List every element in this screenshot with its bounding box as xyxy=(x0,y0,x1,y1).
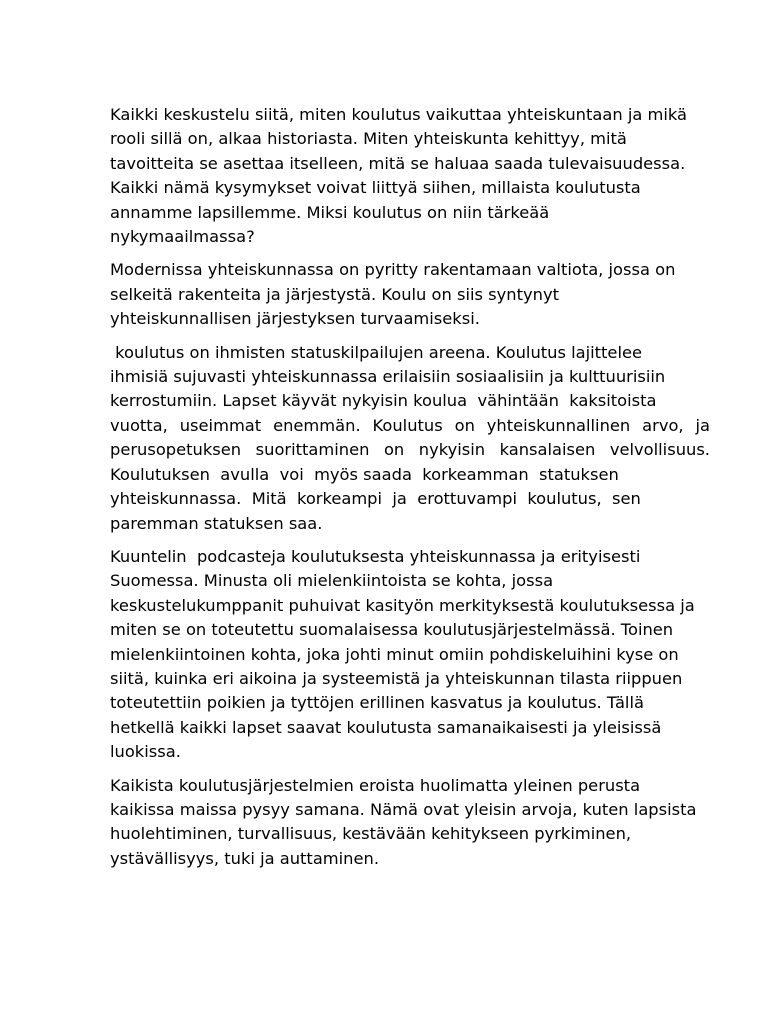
text-line: perusopetuksen suorittaminen on nykyisin kansalaisen velvollisuus. xyxy=(110,440,710,460)
text-line: annamme lapsillemme. Miksi koulutus on niin tärkeää xyxy=(110,202,550,222)
text-line: luokissa. xyxy=(110,742,181,762)
paragraph-3 xyxy=(110,341,710,536)
text-line: mielenkiintoinen kohta, joka johti minut omiin pohdiskeluihini kyse on xyxy=(110,644,679,664)
text-line: kerrostumiin. Lapset käyvät nykyisin koulua vähintään kaksitoista xyxy=(110,391,657,411)
text-line: hetkellä kaikki lapset saavat koulutusta samanaikaisesti ja yleisissä xyxy=(110,717,662,737)
document-body xyxy=(110,103,710,880)
text-line: tavoitteita se asettaa itselleen, mitä se haluaa saada tulevaisuudessa. xyxy=(110,153,686,173)
text-line: siitä, kuinka eri aikoina ja systeemistä ja yhteiskunnan tilasta riippuen xyxy=(110,668,683,688)
paragraph-4 xyxy=(110,545,710,765)
text-line: kaikissa maissa pysyy samana. Nämä ovat yleisin arvoja, kuten lapsista xyxy=(110,799,697,819)
text-line: Kuuntelin podcasteja koulutuksesta yhteiskunnassa ja erityisesti xyxy=(110,546,641,566)
text-line: paremman statuksen saa. xyxy=(110,513,323,533)
text-line: rooli sillä on, alkaa historiasta. Miten yhteiskunta kehittyy, mitä xyxy=(110,129,627,149)
text-line: miten se on toteutettu suomalaisessa koulutusjärjestelmässä. Toinen xyxy=(110,620,674,640)
paragraph-2 xyxy=(110,258,710,331)
text-line: yhteiskunnallisen järjestyksen turvaamiseksi. xyxy=(110,309,480,329)
text-line: huolehtiminen, turvallisuus, kestävään kehitykseen pyrkiminen, xyxy=(110,824,632,844)
text-line: koulutus on ihmisten statuskilpailujen areena. Koulutus lajittelee xyxy=(110,342,643,362)
text-line: toteutettiin poikien ja tyttöjen erillinen kasvatus ja koulutus. Tällä xyxy=(110,693,644,713)
text-line: yhteiskunnassa. Mitä korkeampi ja erottuvampi koulutus, sen xyxy=(110,489,641,509)
text-line: ihmisiä sujuvasti yhteiskunnassa erilaisiin sosiaalisiin ja kulttuurisiin xyxy=(110,367,666,387)
paragraph-1 xyxy=(110,103,710,249)
text-line: Koulutuksen avulla voi myös saada korkeamman statuksen xyxy=(110,464,619,484)
text-line: keskustelukumppanit puhuivat kasityön merkityksestä koulutuksessa ja xyxy=(110,595,695,615)
text-line: Kaikki keskustelu siitä, miten koulutus vaikuttaa yhteiskuntaan ja mikä xyxy=(110,105,688,124)
paragraph-5 xyxy=(110,774,710,872)
text-line: vuotta, useimmat enemmän. Koulutus on yhteiskunnallinen arvo, ja xyxy=(110,415,710,435)
text-line: ystävällisyys, tuki ja auttaminen. xyxy=(110,848,380,868)
text-line: Kaikista koulutusjärjestelmien eroista huolimatta yleinen perusta xyxy=(110,775,641,795)
text-line: nykymaailmassa? xyxy=(110,227,255,247)
text-line: Kaikki nämä kysymykset voivat liittyä siihen, millaista koulutusta xyxy=(110,178,641,198)
text-line: selkeitä rakenteita ja järjestystä. Koulu on siis syntynyt xyxy=(110,284,559,304)
text-line: Suomessa. Minusta oli mielenkiintoista se kohta, jossa xyxy=(110,571,554,591)
text-line: Modernissa yhteiskunnassa on pyritty rakentamaan valtiota, jossa on xyxy=(110,260,676,280)
